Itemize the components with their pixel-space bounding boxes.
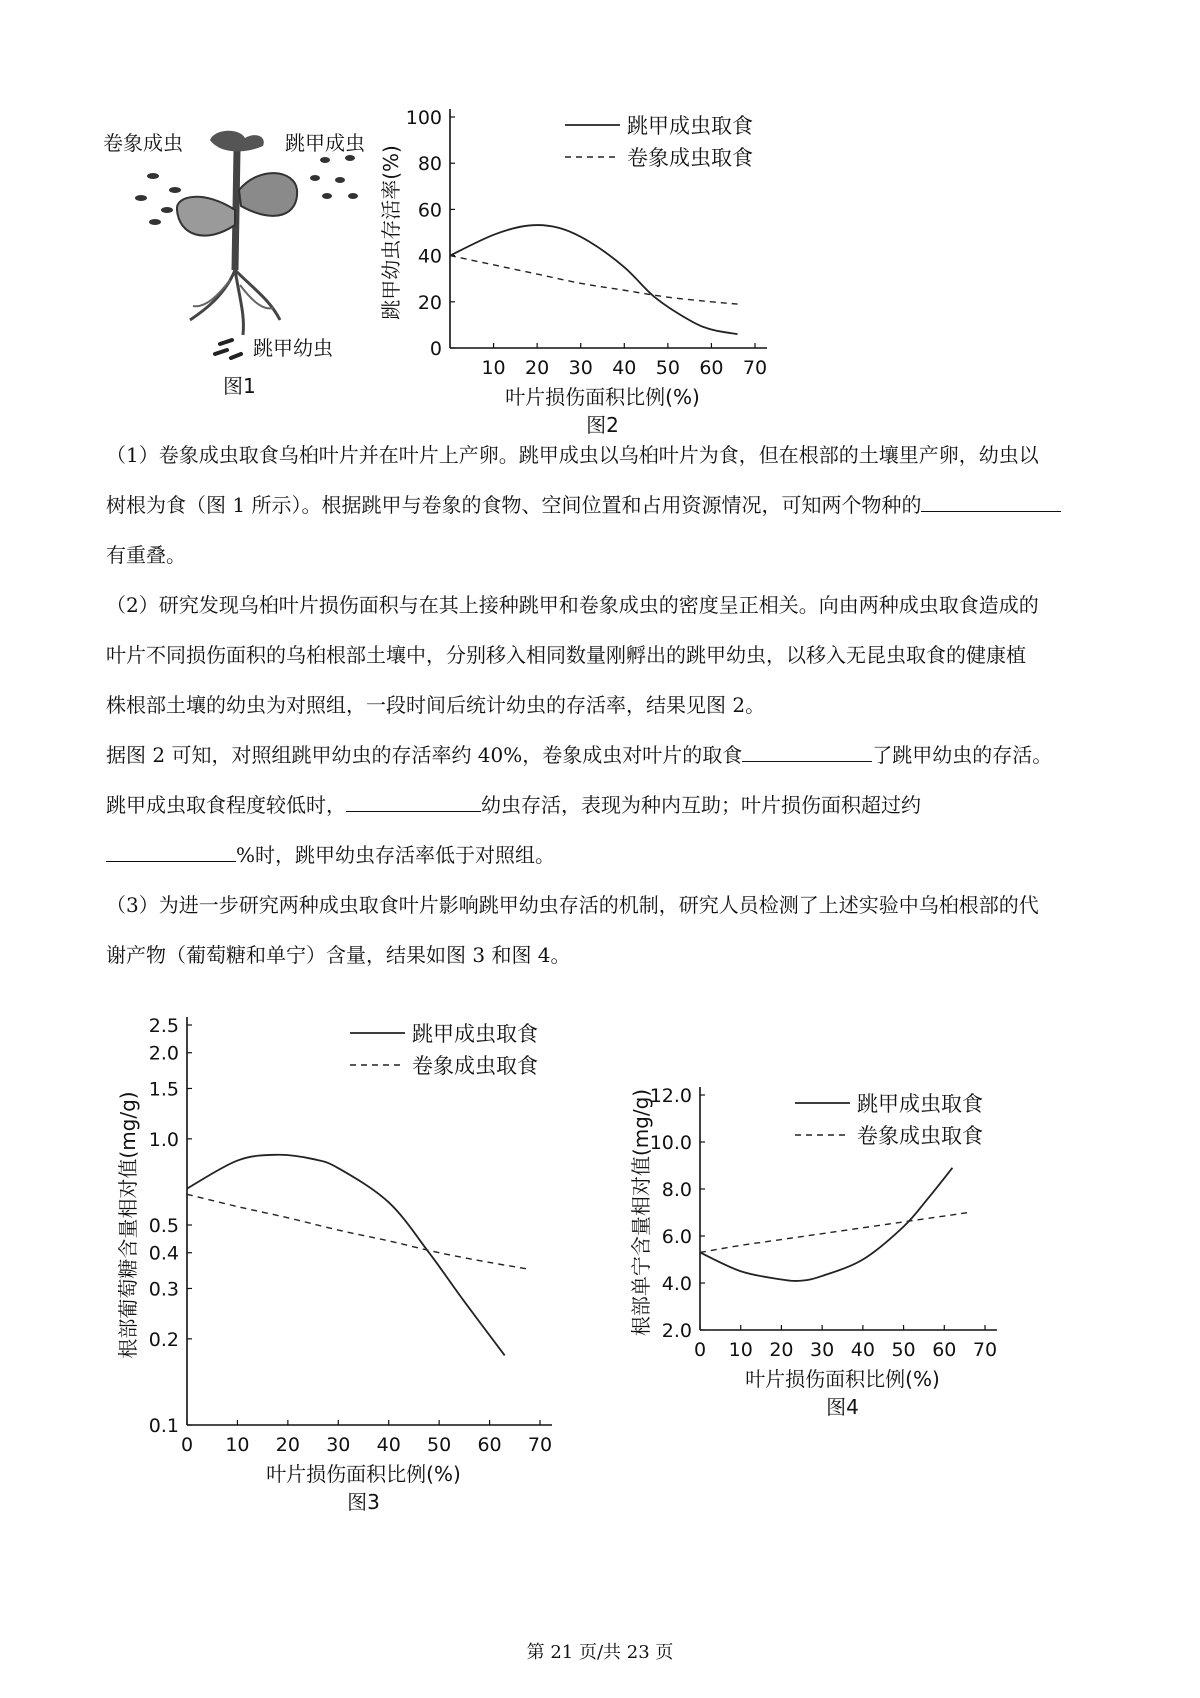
- legend-label: 卷象成虫取食: [857, 1124, 983, 1148]
- y-tick-label: 0: [429, 338, 442, 360]
- label-tiaojia-larva: 跳甲幼虫: [253, 336, 333, 360]
- y-tick-label: 1.0: [148, 1128, 179, 1151]
- x-tick-label: 70: [742, 357, 768, 379]
- y-tick-label: 4.0: [661, 1273, 692, 1295]
- series-line-tiaojia: [187, 1155, 505, 1356]
- series-line-juanxiang: [450, 256, 738, 305]
- answer-blank-2[interactable]: [742, 743, 872, 762]
- series-line-juanxiang: [700, 1213, 969, 1253]
- x-tick-label: 40: [850, 1339, 875, 1361]
- x-tick-label: 50: [891, 1339, 916, 1361]
- legend-label: 卷象成虫取食: [627, 146, 753, 170]
- y-tick-label: 0.5: [148, 1215, 179, 1237]
- x-tick-label: 50: [655, 357, 680, 379]
- legend-label: 跳甲成虫取食: [412, 1022, 538, 1046]
- x-tick-label: 10: [728, 1339, 753, 1361]
- y-axis-label: 根部葡萄糖含量相对值(mg/g): [116, 1091, 140, 1359]
- figure-2-chart: [370, 95, 830, 445]
- x-axis-label: 叶片损伤面积比例(%): [745, 1367, 940, 1391]
- x-axis-label: 叶片损伤面积比例(%): [266, 1462, 461, 1486]
- x-tick-label: 60: [932, 1339, 957, 1361]
- q2-line1: （2）研究发现乌桕叶片损伤面积与在其上接种跳甲和卷象成虫的密度呈正相关。向由两种成虫取食造成的: [106, 593, 1039, 617]
- q2-line3: 株根部土壤的幼虫为对照组，一段时间后统计幼虫的存活率，结果见图 2。: [106, 693, 766, 717]
- label-juanxiang-adult: 卷象成虫: [103, 131, 183, 155]
- x-tick-label: 20: [525, 357, 550, 379]
- q1-line3: 有重叠。: [106, 543, 186, 567]
- y-tick-label: 10.0: [649, 1132, 692, 1154]
- y-axis-label: 跳甲幼虫存活率(%): [379, 145, 403, 320]
- figure-caption: 图3: [347, 1490, 380, 1514]
- series-line-tiaojia: [450, 225, 738, 334]
- x-tick-label: 20: [769, 1339, 794, 1361]
- y-tick-label: 12.0: [649, 1085, 692, 1107]
- y-tick-label: 0.2: [148, 1328, 179, 1351]
- y-tick-label: 40: [417, 245, 442, 268]
- answer-blank-3[interactable]: [346, 793, 481, 812]
- x-tick-label: 70: [972, 1339, 998, 1361]
- series-line-juanxiang: [187, 1194, 530, 1269]
- figure-caption: 图4: [826, 1395, 859, 1419]
- x-tick-label: 10: [225, 1434, 250, 1456]
- page-footer: 第 21 页/共 23 页: [526, 1642, 674, 1663]
- x-tick-label: 30: [326, 1434, 351, 1456]
- q2-line4: 据图 2 可知，对照组跳甲幼虫的存活率约 40%，卷象成虫对叶片的取食 了跳甲幼虫的存活。: [106, 743, 1053, 767]
- y-tick-label: 8.0: [661, 1179, 692, 1201]
- figure-4-chart: [605, 1075, 1085, 1455]
- x-tick-label: 0: [693, 1339, 707, 1361]
- x-tick-label: 20: [275, 1434, 300, 1456]
- legend-label: 卷象成虫取食: [412, 1054, 538, 1078]
- x-tick-label: 0: [180, 1434, 194, 1456]
- q1-line2: 树根为食（图 1 所示）。根据跳甲与卷象的食物、空间位置和占用资源情况，可知两个物种的: [106, 480, 1106, 530]
- legend-label: 跳甲成虫取食: [857, 1092, 983, 1116]
- x-tick-label: 30: [810, 1339, 835, 1361]
- y-tick-label: 0.3: [148, 1278, 179, 1301]
- q3-line2: 谢产物（葡萄糖和单宁）含量，结果如图 3 和图 4。: [106, 943, 571, 967]
- q3-line1: （3）为进一步研究两种成虫取食叶片影响跳甲幼虫存活的机制，研究人员检测了上述实验中乌桕根部的代: [106, 893, 1039, 917]
- y-tick-label: 2.0: [148, 1042, 179, 1065]
- x-tick-label: 10: [481, 357, 506, 379]
- y-tick-label: 6.0: [661, 1226, 692, 1248]
- x-tick-label: 60: [699, 357, 724, 379]
- answer-blank-1[interactable]: [921, 493, 1061, 512]
- figure-caption: 图2: [586, 413, 619, 437]
- q2-line5: 跳甲成虫取食程度较低时， 幼虫存活，表现为种内互助；叶片损伤面积超过约: [106, 793, 921, 817]
- y-tick-label: 0.4: [148, 1242, 179, 1265]
- q2-line2: 叶片不同损伤面积的乌桕根部土壤中，分别移入相同数量刚孵出的跳甲幼虫，以移入无昆虫取食的健康植: [106, 643, 1026, 667]
- figure-1: [95, 110, 395, 400]
- y-tick-label: 80: [417, 153, 442, 176]
- x-tick-label: 60: [477, 1434, 502, 1456]
- answer-blank-4[interactable]: [106, 843, 236, 862]
- series-line-tiaojia: [700, 1168, 952, 1281]
- y-axis-label: 根部单宁含量相对值(mg/g): [629, 1088, 653, 1337]
- q2-line6: %时，跳甲幼虫存活率低于对照组。: [106, 830, 1106, 880]
- x-tick-label: 70: [527, 1434, 553, 1456]
- y-tick-label: 2.5: [148, 1015, 179, 1037]
- figure-3-chart: [95, 1005, 595, 1515]
- x-tick-label: 40: [376, 1434, 401, 1456]
- y-tick-label: 100: [405, 107, 442, 129]
- y-tick-label: 20: [417, 291, 442, 314]
- x-axis-label: 叶片损伤面积比例(%): [505, 385, 700, 409]
- q1-line1: （1）卷象成虫取食乌桕叶片并在叶片上产卵。跳甲成虫以乌桕叶片为食，但在根部的土壤里产卵，幼虫以: [106, 443, 1039, 467]
- y-tick-label: 2.0: [661, 1320, 692, 1342]
- y-tick-label: 60: [417, 199, 442, 222]
- figure-1-caption: 图1: [223, 374, 256, 398]
- x-tick-label: 30: [568, 357, 593, 379]
- x-tick-label: 40: [612, 357, 637, 379]
- label-tiaojia-adult: 跳甲成虫: [285, 131, 365, 155]
- legend-label: 跳甲成虫取食: [627, 114, 753, 138]
- x-tick-label: 50: [427, 1434, 452, 1456]
- y-tick-label: 0.1: [148, 1415, 179, 1437]
- y-tick-label: 1.5: [148, 1078, 179, 1101]
- question-text: [106, 430, 1106, 980]
